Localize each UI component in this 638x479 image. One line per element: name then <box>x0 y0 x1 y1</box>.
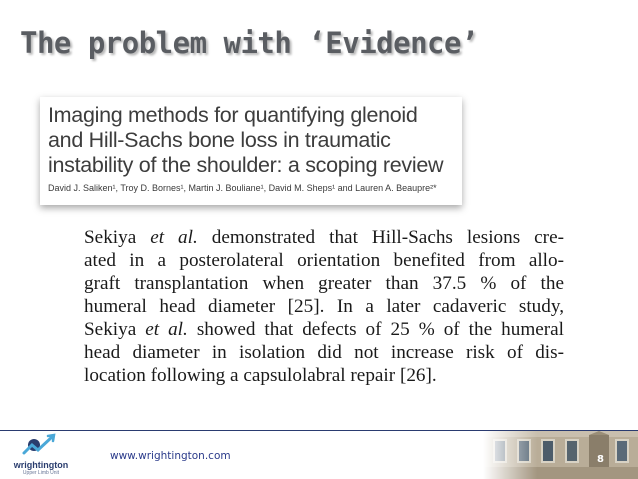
excerpt-line: location following a capsulolabral repair [26]. <box>84 365 437 386</box>
paper-title-line: instability of the shoulder: a scoping review <box>48 153 444 177</box>
building-image-icon <box>483 431 638 479</box>
paper-excerpt <box>84 226 564 387</box>
paper-authors: David J. Saliken¹, Troy D. Bornes¹, Martin J. Bouliane¹, David M. Sheps¹ and Lauren A. Beaupre²* <box>48 183 437 193</box>
paper-title <box>48 103 454 178</box>
slide-title: The problem with ‘Evidence’ <box>20 26 478 60</box>
excerpt-line: ated in a posterolateral orientation benefited from allo- <box>84 250 564 271</box>
excerpt-line: head diameter in isolation did not increase risk of dis- <box>84 342 564 363</box>
building-photo <box>483 431 638 479</box>
paper-header-snippet <box>40 97 462 205</box>
excerpt-line: humeral head diameter [25]. In a later cadaveric study, <box>84 296 564 317</box>
logo-text: wrightington <box>13 460 69 470</box>
footer-website-link[interactable]: www.wrightington.com <box>110 450 231 462</box>
logo-subtext: Upper Limb Unit <box>22 470 60 476</box>
paper-title-line: Imaging methods for quantifying glenoid <box>48 103 418 127</box>
logo-mark-icon <box>10 433 72 461</box>
excerpt-line: Sekiya et al. showed that defects of 25 % of the humeral <box>84 319 564 340</box>
excerpt-line: graft transplantation when greater than 37.5 % of the <box>84 273 564 294</box>
page-number: 8 <box>597 454 604 465</box>
paper-title-line: and Hill-Sachs bone loss in traumatic <box>48 128 391 152</box>
wrightington-logo <box>10 433 72 475</box>
excerpt-line: Sekiya et al. demonstrated that Hill-Sachs lesions cre- <box>84 227 564 248</box>
